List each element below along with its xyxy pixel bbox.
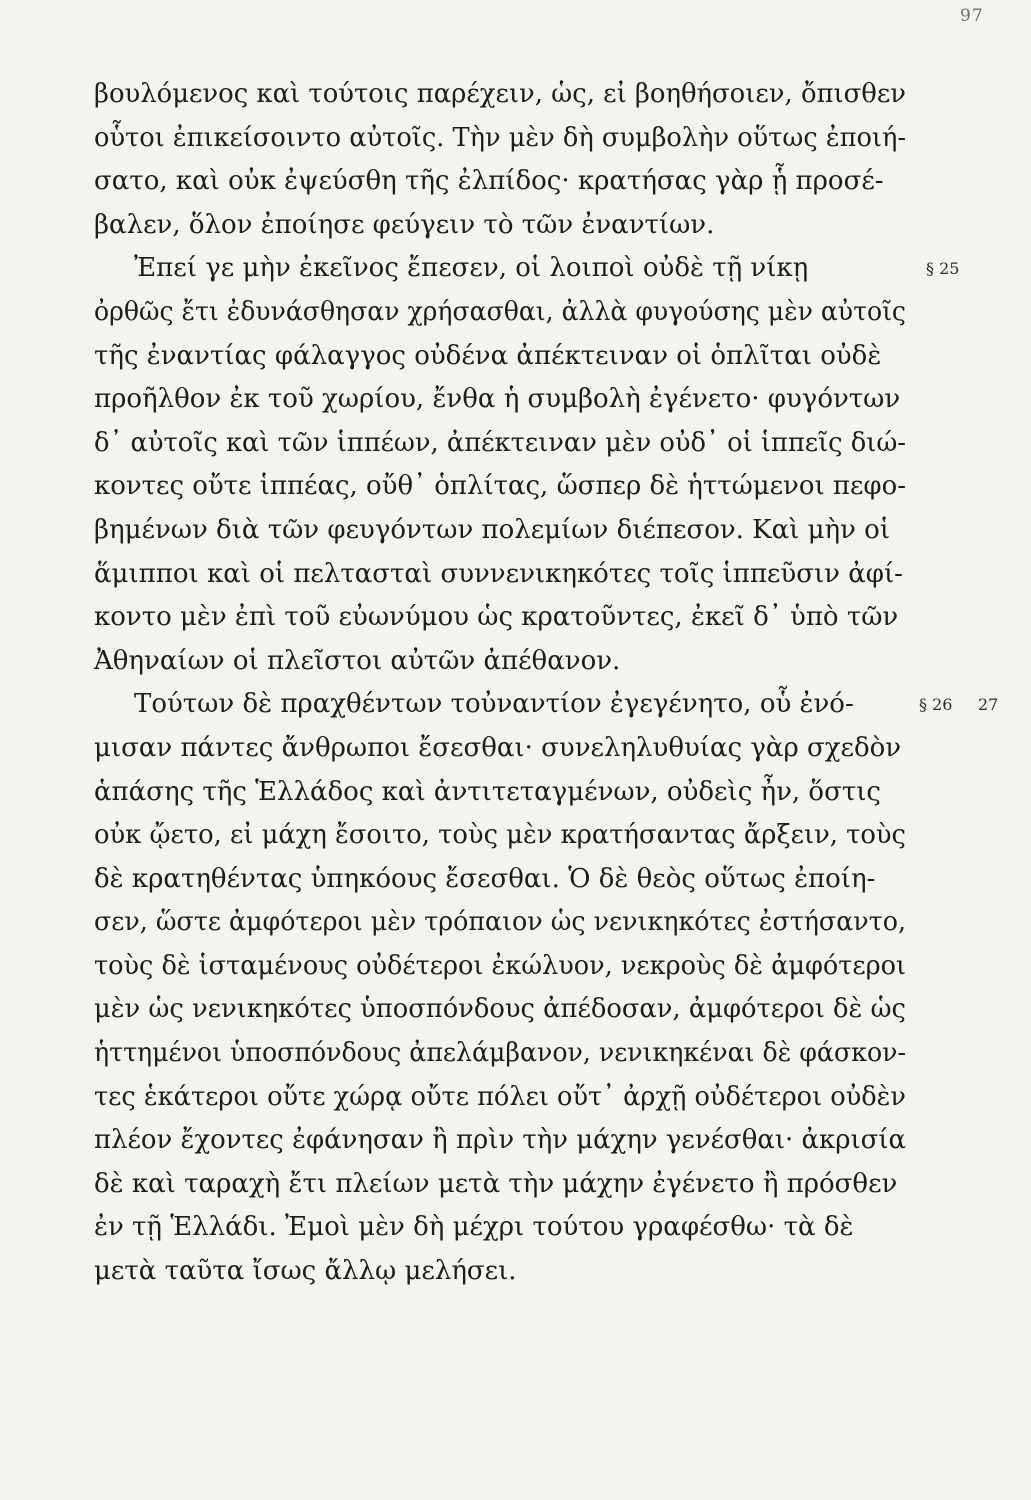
text-line [94,117,914,161]
page-number: 97 [960,6,984,26]
text-line [94,247,960,291]
text-line [94,1076,914,1120]
line-text: προῆλθον ἐκ τοῦ χωρίου, ἔνθα ἡ συμβολὴ ἐγένετο· φυγόντων [94,384,901,415]
text-line [94,204,914,248]
text-line [94,901,914,945]
line-text: πλέον ἔχοντες ἐφάνησαν ἢ πρὶν τὴν μάχην γενέσθαι· ἀκρισία [94,1125,906,1156]
text-line [94,291,914,335]
line-text: Ἀθηναίων οἱ πλεῖστοι αὐτῶν ἀπέθανον. [94,645,621,676]
line-text: σεν, ὥστε ἀμφότεροι μὲν τρόπαιον ὡς νενικηκότες ἐστήσαντο, [94,907,906,938]
text-line [94,814,914,858]
line-text: ἡττημένοι ὑποσπόνδους ἀπελάμβανον, νενικηκέναι δὲ φάσκον- [94,1038,906,1069]
text-line [94,945,914,989]
text-line [94,422,914,466]
line-text: τες ἑκάτεροι οὔτε χώρᾳ οὔτε πόλει οὔτ᾽ ἀρχῇ οὐδέτεροι οὐδὲν [94,1081,906,1112]
text-line [94,858,914,902]
line-text: ἐν τῇ Ἑλλάδι. Ἐμοὶ μὲν δὴ μέχρι τούτου γραφέσθω· τὰ δὲ [94,1212,854,1243]
line-text: ἁπάσης τῆς Ἑλλάδος καὶ ἀντιτεταγμένων, οὐδεὶς ἦν, ὅστις [94,776,881,807]
text-line [94,1206,914,1250]
line-text: Τούτων δὲ πραχθέντων τοὐναντίον ἐγεγένητο, οὗ ἐνό- [134,689,854,720]
text-line [94,988,914,1032]
line-text: ὀρθῶς ἔτι ἐδυνάσθησαν χρήσασθαι, ἀλλὰ φυγούσης μὲν αὐτοῖς [94,296,906,327]
text-line [94,378,914,422]
text-line [94,683,999,727]
line-text: βουλόμενος καὶ τούτοις παρέχειν, ὡς, εἰ βοηθήσοιεν, ὄπισθεν [94,79,906,109]
text-line [94,640,914,684]
text-line [94,596,914,640]
text-line [94,1163,914,1207]
section-marker-25: § 25 [926,259,960,279]
margin-number-27: 27 [978,695,999,715]
line-text: δ᾽ αὐτοῖς καὶ τῶν ἱππέων, ἀπέκτειναν μὲν οὐδ᾽ οἱ ἱππεῖς διώ- [94,427,906,458]
line-text: οὐκ ᾤετο, εἰ μάχη ἔσοιτο, τοὺς μὲν κρατήσαντας ἄρξειν, τοὺς [94,820,906,851]
text-line [94,1250,914,1294]
line-text: κοντο μὲν ἐπὶ τοῦ εὐωνύμου ὡς κρατοῦντες, ἐκεῖ δ᾽ ὑπὸ τῶν [94,602,899,633]
text-line [94,335,914,379]
line-text: μισαν πάντες ἄνθρωποι ἔσεσθαι· συνεληλυθυίας γὰρ σχεδὸν [94,732,902,763]
text-line [94,509,914,553]
line-text: οὗτοι ἐπικείσοιντο αὐτοῖς. Τὴν μὲν δὴ συμβολὴν οὕτως ἐποιή- [94,122,906,153]
text-line [94,1119,914,1163]
text-line [94,160,914,204]
line-text: κοντες οὔτε ἱππέας, οὔθ᾽ ὁπλίτας, ὥσπερ δὲ ἡττώμενοι πεφο- [94,471,906,502]
text-line [94,727,914,771]
line-text: τῆς ἐναντίας φάλαγγος οὐδένα ἀπέκτειναν οἱ ὁπλῖται οὐδὲ [94,340,882,371]
line-text: ἅμιπποι καὶ οἱ πελτασταὶ συννενικηκότες τοῖς ἱππεῦσιν ἀφί- [94,558,903,589]
main-text [94,73,999,1294]
line-text: μὲν ὡς νενικηκότες ὑποσπόνδους ἀπέδοσαν, ἀμφότεροι δὲ ὡς [94,994,906,1025]
text-line [94,553,914,597]
line-text: μετὰ ταῦτα ἴσως ἄλλῳ μελήσει. [94,1256,517,1287]
line-text: βημένων διὰ τῶν φευγόντων πολεμίων διέπεσον. Καὶ μὴν οἱ [94,514,891,545]
line-text: δὲ κρατηθέντας ὑπηκόους ἔσεσθαι. Ὁ δὲ θεὸς οὕτως ἐποίη- [94,863,876,894]
text-line [94,465,914,509]
line-text: δὲ καὶ ταραχὴ ἔτι πλείων μετὰ τὴν μάχην ἐγένετο ἢ πρόσθεν [94,1168,898,1199]
text-line [94,1032,914,1076]
line-text: τοὺς δὲ ἱσταμένους οὐδέτεροι ἐκώλυον, νεκροὺς δὲ ἀμφότεροι [94,950,906,981]
text-line [94,771,914,815]
line-text: βαλεν, ὅλον ἐποίησε φεύγειν τὸ τῶν ἐναντίων. [94,209,715,240]
line-text: σατο, καὶ οὐκ ἐψεύσθη τῆς ἐλπίδος· κρατήσας γὰρ ᾗ προσέ- [94,166,884,197]
text-line [94,73,914,117]
section-marker-26: § 26 [919,695,953,715]
line-text: Ἐπεί γε μὴν ἐκεῖνος ἔπεσεν, οἱ λοιποὶ οὐδὲ τῇ νίκῃ [134,253,809,284]
